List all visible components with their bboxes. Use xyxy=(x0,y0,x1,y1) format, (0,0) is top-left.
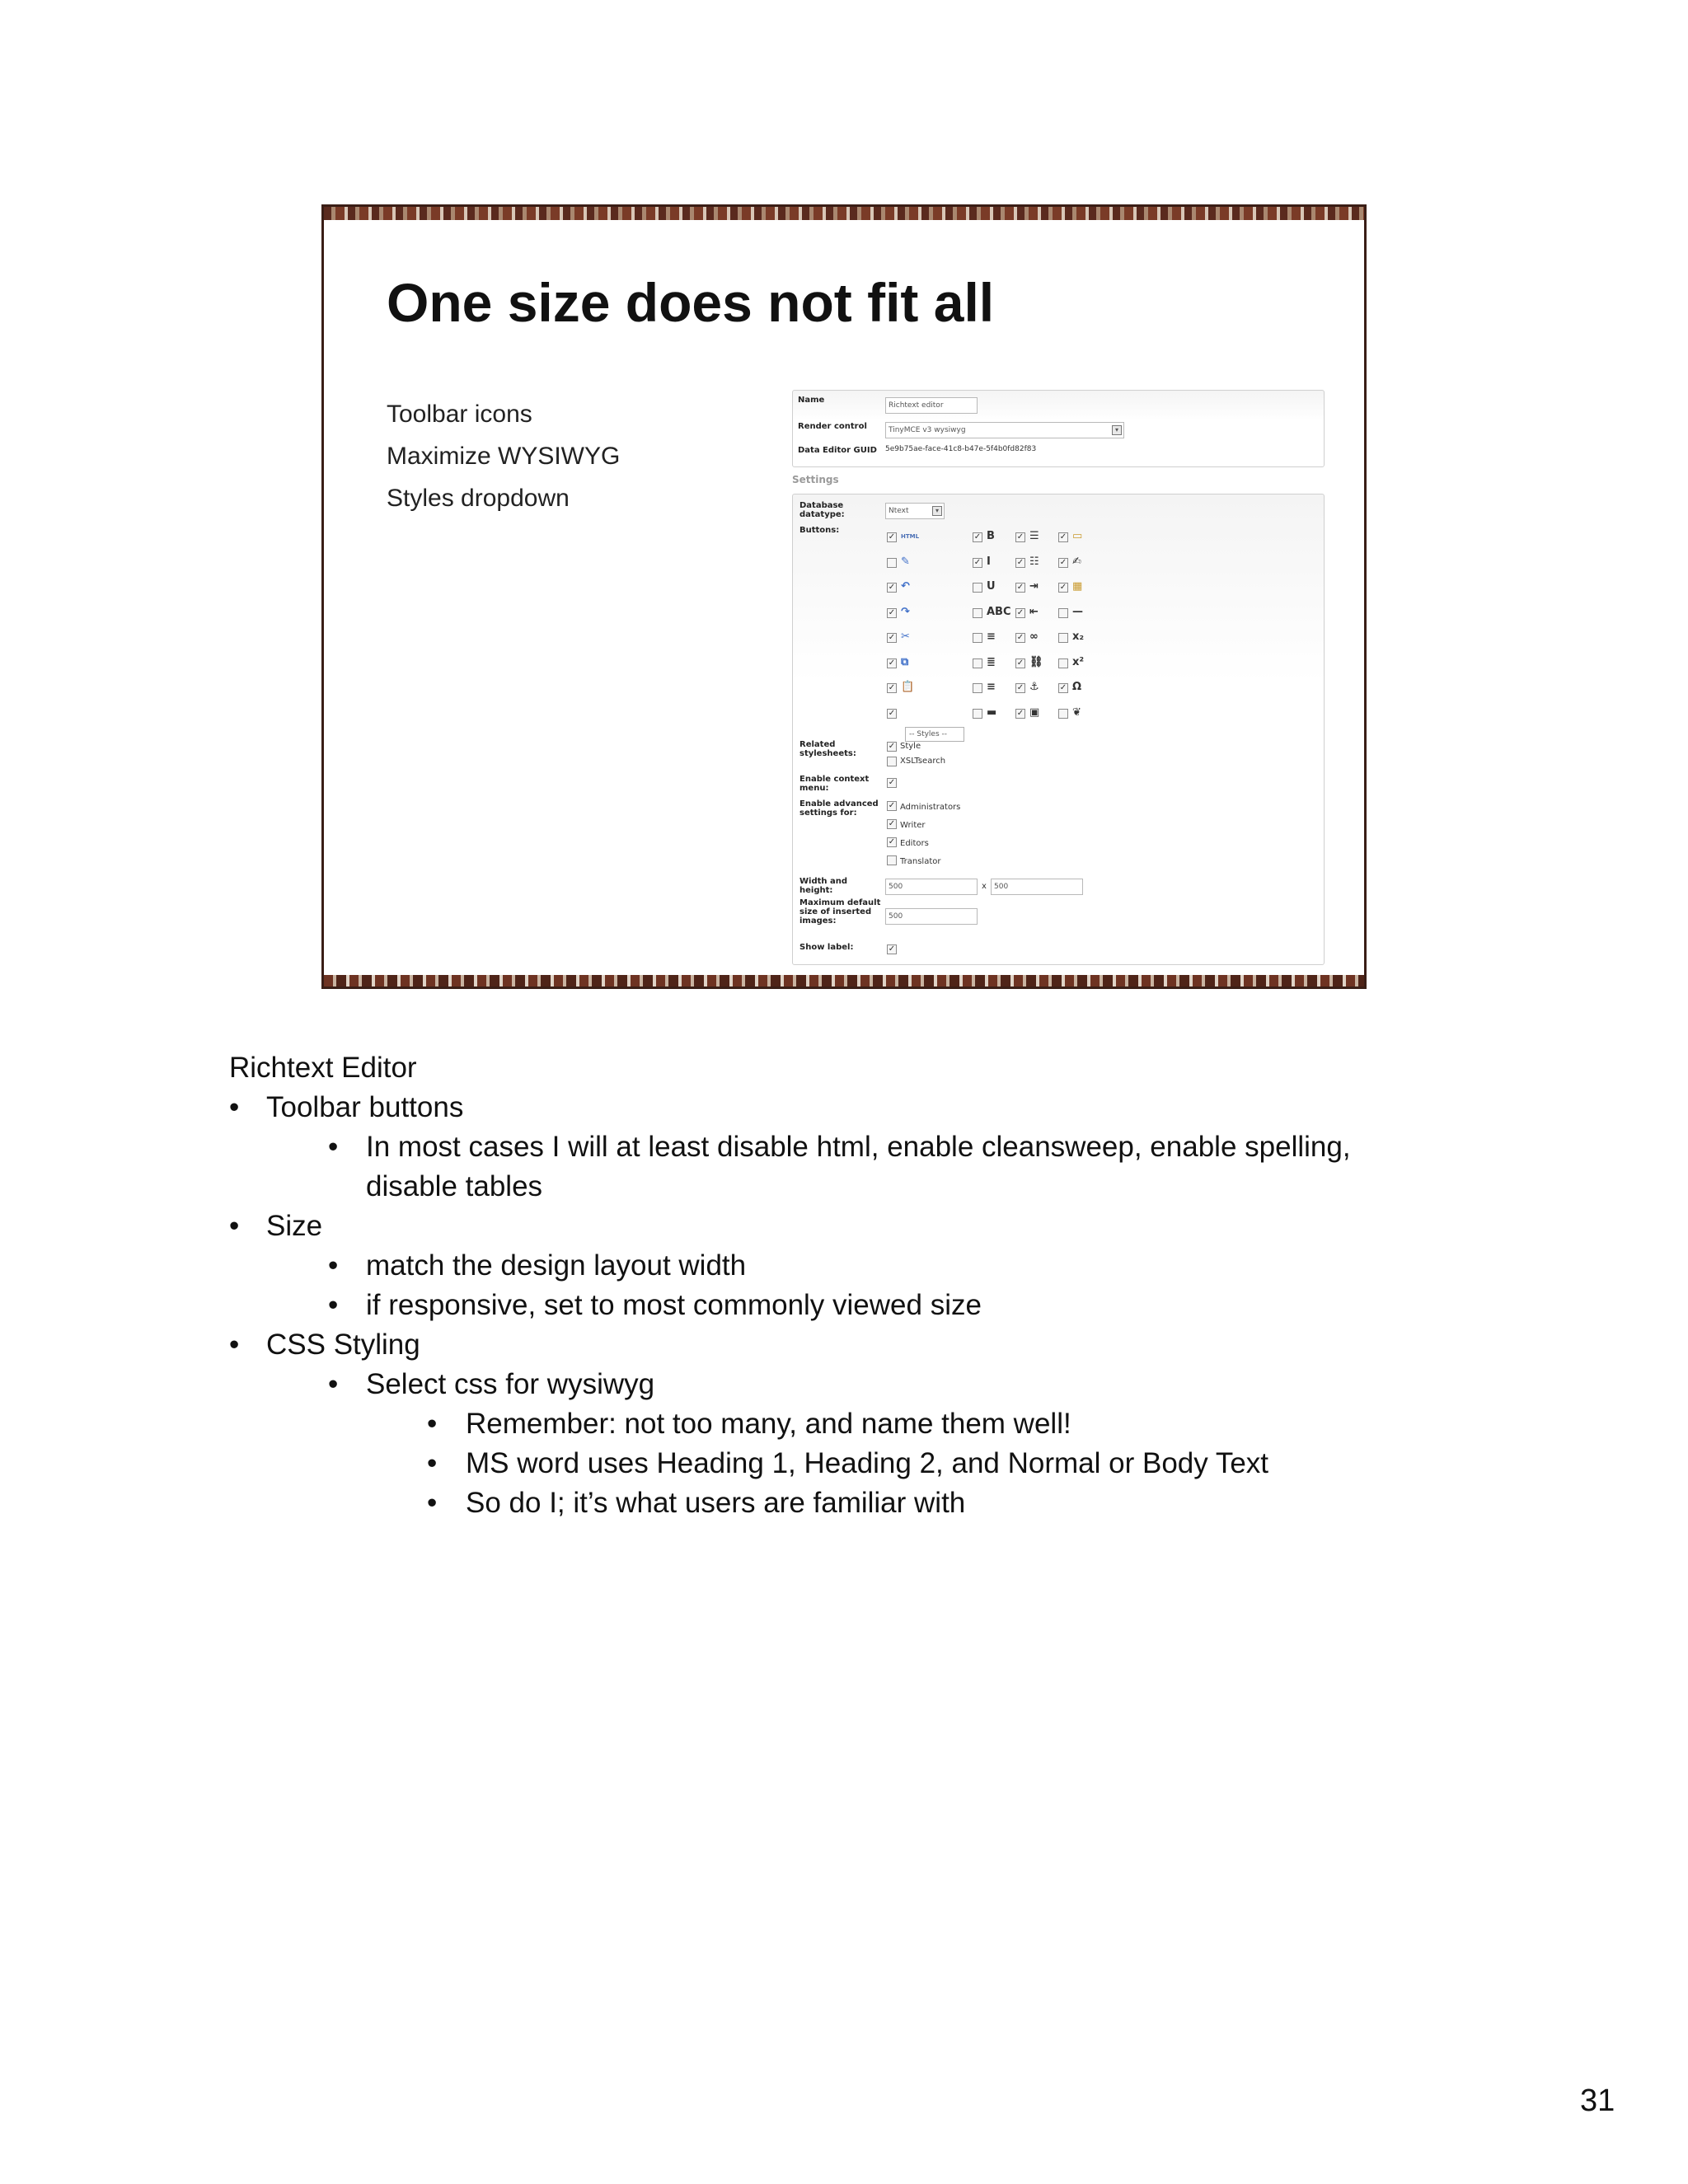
toolbar-button-checkbox[interactable]: ✓ xyxy=(973,532,982,541)
toolbar-icon: ≡ xyxy=(987,630,996,643)
toolbar-icon: ≡ xyxy=(987,681,996,693)
guid-value: 5e9b75ae-face-41c8-b47e-5f4b0fd82f83 xyxy=(885,445,1037,453)
role-writer-label: Writer xyxy=(900,821,926,830)
toolbar-icon: ▦ xyxy=(1072,580,1083,593)
notes-line-text: Remember: not too many, and name them well! xyxy=(466,1408,1071,1440)
notes-list-item xyxy=(229,1404,1465,1444)
toolbar-icon: x₂ xyxy=(1072,630,1085,643)
toolbar-icon: ↶ xyxy=(901,580,910,593)
toolbar-button-checkbox[interactable]: ✓ xyxy=(888,633,896,642)
stylesheet-xsltsearch-label: XSLTsearch xyxy=(900,757,946,766)
slide-thumbnail xyxy=(321,204,1367,989)
advanced-settings-label: Enable advanced settings for: xyxy=(799,799,879,818)
notes-heading xyxy=(229,1048,1465,1088)
toolbar-button-checkbox[interactable] xyxy=(973,709,982,719)
related-stylesheets-label: Related stylesheets: xyxy=(799,740,856,758)
bullet-marker: • xyxy=(229,1329,240,1361)
toolbar-icon: ▬ xyxy=(987,705,997,719)
stylesheet-style-label: Style xyxy=(900,742,921,751)
toolbar-button-checkbox[interactable] xyxy=(973,683,982,693)
notes-line-text: match the design layout width xyxy=(366,1249,747,1282)
context-menu-checkbox[interactable]: ✓ xyxy=(888,778,896,787)
name-label: Name xyxy=(798,396,825,405)
bullet-marker: • xyxy=(328,1249,339,1282)
styles-dropdown[interactable]: -- Styles -- xyxy=(905,727,964,742)
toolbar-button-checkbox[interactable]: ✓ xyxy=(1016,633,1025,642)
toolbar-icon: ⚓ xyxy=(1029,681,1039,693)
toolbar-button-checkbox[interactable]: ✓ xyxy=(1016,607,1025,617)
role-editors-checkbox[interactable]: ✓ xyxy=(888,837,896,846)
guid-label: Data Editor GUID xyxy=(798,446,877,455)
toolbar-icon: ⛓ xyxy=(1029,655,1043,668)
slide-bullet-list xyxy=(387,393,620,519)
toolbar-icon: I xyxy=(987,555,991,568)
notes-line-text: Richtext Editor xyxy=(229,1052,417,1084)
toolbar-button-checkbox[interactable]: ✓ xyxy=(1059,557,1067,567)
toolbar-icon: B xyxy=(987,530,995,542)
toolbar-button-checkbox[interactable]: ✓ xyxy=(1059,532,1067,541)
notes-list-item-continuation xyxy=(229,1167,1465,1207)
notes-line-text: disable tables xyxy=(366,1170,543,1202)
toolbar-button-checkbox[interactable] xyxy=(973,633,982,643)
database-datatype-label: Database datatype: xyxy=(799,501,845,519)
bullet-marker: • xyxy=(427,1408,438,1440)
toolbar-button-checkbox[interactable] xyxy=(1058,709,1068,719)
toolbar-icon: ✂ xyxy=(901,630,910,643)
notes-list-item xyxy=(229,1286,1465,1325)
toolbar-button-checkbox[interactable]: ✓ xyxy=(1059,683,1067,692)
toolbar-button-checkbox[interactable] xyxy=(1058,608,1068,618)
toolbar-icon: ▭ xyxy=(1072,530,1083,542)
toolbar-button-checkbox[interactable]: ✓ xyxy=(1016,708,1025,718)
database-datatype-value: Ntext xyxy=(889,507,909,515)
toolbar-button-checkbox[interactable] xyxy=(973,608,982,618)
toolbar-button-checkbox[interactable]: ✓ xyxy=(888,583,896,592)
role-administrators-label: Administrators xyxy=(900,803,961,812)
datatype-editor-screenshot xyxy=(792,390,1325,967)
notes-list-item xyxy=(229,1088,1465,1127)
toolbar-button-checkbox[interactable] xyxy=(887,558,897,568)
toolbar-icon: ❦ xyxy=(1072,705,1081,719)
slide-bullet: Toolbar icons xyxy=(387,401,532,428)
name-input[interactable]: Richtext editor xyxy=(885,397,978,414)
toolbar-button-checkbox[interactable]: ✓ xyxy=(888,683,896,692)
role-editors-label: Editors xyxy=(900,839,929,848)
height-input[interactable]: 500 xyxy=(991,879,1083,895)
notes-line-text: Size xyxy=(266,1210,323,1242)
speaker-notes xyxy=(229,1048,1465,1523)
slide-bullet: Maximize WYSIWYG xyxy=(387,443,621,470)
role-translator-checkbox[interactable] xyxy=(887,855,897,865)
properties-panel xyxy=(792,390,1325,467)
toolbar-icon: U xyxy=(987,580,996,593)
toolbar-icon: ▣ xyxy=(1029,705,1040,719)
role-writer-checkbox[interactable]: ✓ xyxy=(888,819,896,828)
role-administrators-checkbox[interactable]: ✓ xyxy=(888,801,896,810)
slide-decorative-border-bottom xyxy=(324,975,1364,987)
toolbar-button-checkbox[interactable]: ✓ xyxy=(1016,683,1025,692)
toolbar-icon: ≣ xyxy=(987,655,996,668)
settings-panel xyxy=(792,494,1325,965)
notes-list-item xyxy=(229,1325,1465,1365)
toolbar-icon: ⇥ xyxy=(1029,580,1039,593)
slide-decorative-border-top xyxy=(324,207,1364,220)
toolbar-button-checkbox[interactable]: ✓ xyxy=(888,532,896,541)
toolbar-button-checkbox[interactable]: ✓ xyxy=(973,557,982,567)
bullet-marker: • xyxy=(328,1289,339,1321)
slide-bullet: Styles dropdown xyxy=(387,485,570,512)
notes-line-text: if responsive, set to most commonly viewed size xyxy=(366,1289,982,1321)
show-label-label: Show label: xyxy=(799,943,854,952)
notes-line-text: In most cases I will at least disable html, enable cleansweep, enable spelling, xyxy=(366,1131,1351,1163)
toolbar-icon: ABC xyxy=(987,605,1011,618)
times-sign: x xyxy=(982,882,987,891)
toolbar-icon: 📋 xyxy=(901,681,915,693)
notes-line-text: MS word uses Heading 1, Heading 2, and Normal or Body Text xyxy=(466,1447,1269,1479)
toolbar-button-checkbox[interactable]: ✓ xyxy=(1016,583,1025,592)
width-input[interactable]: 500 xyxy=(885,879,978,895)
toolbar-icon: Ω xyxy=(1072,681,1082,693)
settings-heading: Settings xyxy=(792,474,839,485)
toolbar-button-checkbox[interactable]: ✓ xyxy=(888,708,896,718)
toolbar-icon: — xyxy=(1072,605,1083,618)
bullet-marker: • xyxy=(229,1210,240,1242)
toolbar-icon: ☰ xyxy=(1029,530,1039,542)
toolbar-icon: ☷ xyxy=(1029,555,1039,568)
toolbar-button-checkbox[interactable]: ✓ xyxy=(1016,532,1025,541)
toolbar-button-checkbox[interactable]: ✓ xyxy=(888,658,896,668)
notes-line-text: Toolbar buttons xyxy=(266,1091,464,1123)
notes-line-text: CSS Styling xyxy=(266,1329,420,1361)
toolbar-button-checkbox[interactable] xyxy=(1058,658,1068,668)
stylesheet-xsltsearch-checkbox[interactable] xyxy=(887,757,897,766)
notes-list-item xyxy=(229,1246,1465,1286)
notes-list-item xyxy=(229,1365,1465,1404)
toolbar-button-checkbox[interactable]: ✓ xyxy=(1016,658,1025,668)
toolbar-button-checkbox[interactable]: ✓ xyxy=(888,607,896,617)
toolbar-icon: x² xyxy=(1072,655,1085,668)
toolbar-button-checkbox[interactable] xyxy=(973,658,982,668)
role-translator-label: Translator xyxy=(900,857,941,866)
toolbar-button-checkbox[interactable] xyxy=(1058,633,1068,643)
toolbar-icon: ↷ xyxy=(901,605,910,618)
toolbar-icon: HTML xyxy=(901,533,920,540)
notes-list-item xyxy=(229,1444,1465,1483)
render-control-select[interactable] xyxy=(885,422,1124,438)
max-image-size-label: Maximum default size of inserted images: xyxy=(799,898,881,926)
buttons-label: Buttons: xyxy=(799,526,840,535)
render-control-label: Render control xyxy=(798,422,867,431)
bullet-marker: • xyxy=(229,1091,240,1123)
slide-title: One size does not fit all xyxy=(387,272,995,333)
bullet-marker: • xyxy=(427,1487,438,1519)
bullet-marker: • xyxy=(427,1447,438,1479)
bullet-marker: • xyxy=(328,1131,339,1163)
toolbar-button-checkbox[interactable] xyxy=(973,583,982,593)
notes-list-item xyxy=(229,1127,1465,1167)
bullet-marker: • xyxy=(328,1368,339,1400)
render-control-value: TinyMCE v3 wysiwyg xyxy=(889,426,966,434)
context-menu-label: Enable context menu: xyxy=(799,775,870,793)
toolbar-button-checkbox[interactable]: ✓ xyxy=(1059,583,1067,592)
page-number: 31 xyxy=(1580,2083,1615,2118)
notes-list-item xyxy=(229,1207,1465,1246)
notes-line-text: Select css for wysiwyg xyxy=(366,1368,655,1400)
toolbar-icon: ⧉ xyxy=(901,655,909,668)
show-label-checkbox[interactable]: ✓ xyxy=(888,944,896,954)
toolbar-icon: ✍ xyxy=(1072,555,1081,568)
stylesheet-style-checkbox[interactable]: ✓ xyxy=(888,742,896,751)
notes-list-item xyxy=(229,1483,1465,1523)
toolbar-icon: ⇤ xyxy=(1029,605,1039,618)
chevron-down-icon: ▾ xyxy=(932,506,942,516)
database-datatype-select[interactable] xyxy=(885,503,945,519)
width-height-label: Width and height: xyxy=(799,877,848,895)
chevron-down-icon: ▾ xyxy=(1112,425,1122,435)
toolbar-icon: ∞ xyxy=(1029,630,1039,643)
toolbar-button-checkbox[interactable]: ✓ xyxy=(1016,557,1025,567)
notes-line-text: So do I; it’s what users are familiar with xyxy=(466,1487,966,1519)
max-image-size-input[interactable]: 500 xyxy=(885,908,978,925)
toolbar-icon: ✎ xyxy=(901,555,910,568)
